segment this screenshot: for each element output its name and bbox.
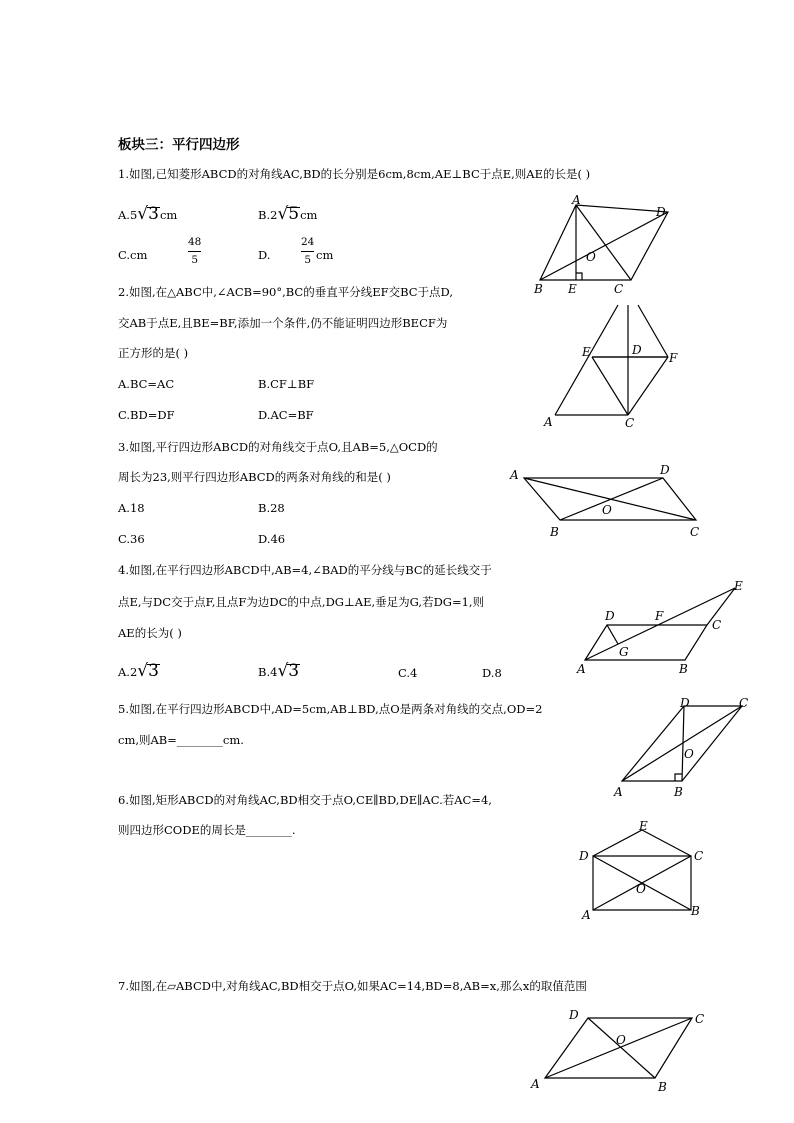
q6-label-a: A: [582, 908, 591, 922]
q4-line1: 4.如图,在平行四边形ABCD中,AB=4,∠BAD的平分线与BC的延长线交于: [118, 563, 492, 577]
q2-label-c: C: [625, 416, 635, 430]
q1-option-d-unit: cm: [316, 248, 334, 262]
q4-line2: 点E,与DC交于点F,且点F为边DC的中点,DG⊥AE,垂足为G,若DG=1,则: [118, 595, 485, 609]
q4-option-d: D.8: [482, 666, 502, 680]
q4-label-a: A: [577, 662, 586, 676]
q5-label-a: A: [614, 785, 623, 799]
q2-label-e: E: [582, 345, 591, 359]
section-title: 板块三：平行四边形: [118, 137, 240, 153]
q3-option-d: D.46: [258, 532, 286, 546]
q4-option-a: A.2√3: [118, 661, 159, 681]
q1-option-a: A.5√3cm: [118, 204, 178, 224]
q1-label-c: C: [614, 282, 624, 296]
q6-figure: [576, 818, 706, 923]
q2-option-b: B.CF⊥BF: [258, 377, 315, 391]
q1-option-d: D.: [258, 248, 271, 262]
q6-label-e: E: [639, 819, 648, 833]
q1-option-c: C.cm: [118, 248, 148, 262]
q6-label-d: D: [579, 849, 589, 863]
q3-option-b: B.28: [258, 501, 285, 515]
q1-label-b: B: [534, 282, 543, 296]
q3-label-c: C: [690, 525, 700, 539]
q4-option-c: C.4: [398, 666, 418, 680]
q5-label-d: D: [680, 696, 690, 710]
q4-label-b: B: [679, 662, 688, 676]
q4-label-e: E: [734, 579, 743, 593]
q4-label-f: F: [655, 609, 664, 623]
q5-line2: cm,则AB=________cm.: [118, 733, 244, 747]
q2-option-d: D.AC=BF: [258, 408, 314, 422]
q4-label-d: D: [605, 609, 615, 623]
q1-figure: [520, 195, 680, 295]
q2-label-a: A: [544, 415, 553, 429]
q2-option-a: A.BC=AC: [118, 377, 175, 391]
q3-label-o: O: [602, 503, 612, 517]
q5-label-c: C: [739, 696, 749, 710]
q2-option-c: C.BD=DF: [118, 408, 175, 422]
q7-label-o: O: [616, 1033, 626, 1047]
q4-option-b: B.4√3: [258, 661, 300, 681]
q3-label-d: D: [660, 463, 670, 477]
q1-label-o: O: [586, 250, 596, 264]
q6-label-b: B: [691, 904, 700, 918]
q1-label-d: D: [656, 205, 666, 219]
q2-label-d: D: [632, 343, 642, 357]
q4-figure: [575, 580, 745, 680]
q2-line2: 交AB于点E,且BE=BF,添加一个条件,仍不能证明四边形BECF为: [118, 316, 448, 330]
q3-option-c: C.36: [118, 532, 145, 546]
q1-label-e: E: [568, 282, 577, 296]
q1-option-c-fraction: $\frac{48}{5}$: [188, 236, 202, 266]
q4-line3: AE的长为( ): [118, 626, 182, 640]
q7-figure: [528, 1000, 718, 1100]
q6-line1: 6.如图,矩形ABCD的对角线AC,BD相交于点O,CE∥BD,DE∥AC.若AC=4,: [118, 793, 492, 807]
q3-figure: [508, 460, 708, 540]
q3-line2: 周长为23,则平行四边形ABCD的两条对角线的和是( ): [118, 470, 391, 484]
q4-label-c: C: [712, 618, 722, 632]
q5-figure: [612, 696, 752, 806]
q2-label-f: F: [669, 351, 678, 365]
q3-line1: 3.如图,平行四边形ABCD的对角线交于点O,且AB=5,△OCD的: [118, 440, 438, 454]
q1-option-b: B.2√5cm: [258, 204, 318, 224]
q7-label-b: B: [658, 1080, 667, 1094]
q1-stem: 1.如图,已知菱形ABCD的对角线AC,BD的长分别是6cm,8cm,AE⊥BC于点E,则AE的长是( ): [118, 167, 591, 181]
q3-label-a: A: [510, 468, 519, 482]
q1-label-a: A: [572, 193, 581, 207]
q5-line1: 5.如图,在平行四边形ABCD中,AD=5cm,AB⊥BD,点O是两条对角线的交点,OD=2: [118, 702, 543, 716]
q7-label-d: D: [569, 1008, 579, 1022]
q6-line2: 则四边形CODE的周长是________.: [118, 823, 296, 837]
q2-line1: 2.如图,在△ABC中,∠ACB=90°,BC的垂直平分线EF交BC于点D,: [118, 285, 454, 299]
q4-label-g: G: [619, 645, 629, 659]
q7-line1: 7.如图,在▱ABCD中,对角线AC,BD相交于点O,如果AC=14,BD=8,AB=x,那么x的取值范围: [118, 979, 587, 993]
q5-label-o: O: [684, 747, 694, 761]
q3-option-a: A.18: [118, 501, 145, 515]
q7-label-c: C: [695, 1012, 705, 1026]
q3-label-b: B: [550, 525, 559, 539]
q2-figure: [540, 305, 680, 435]
q1-option-d-fraction: $\frac{24}{5}$: [301, 236, 315, 266]
q5-label-b: B: [674, 785, 683, 799]
q7-label-a: A: [531, 1077, 540, 1091]
q2-line3: 正方形的是( ): [118, 346, 189, 360]
q6-label-o: O: [636, 882, 646, 896]
q6-label-c: C: [694, 849, 704, 863]
